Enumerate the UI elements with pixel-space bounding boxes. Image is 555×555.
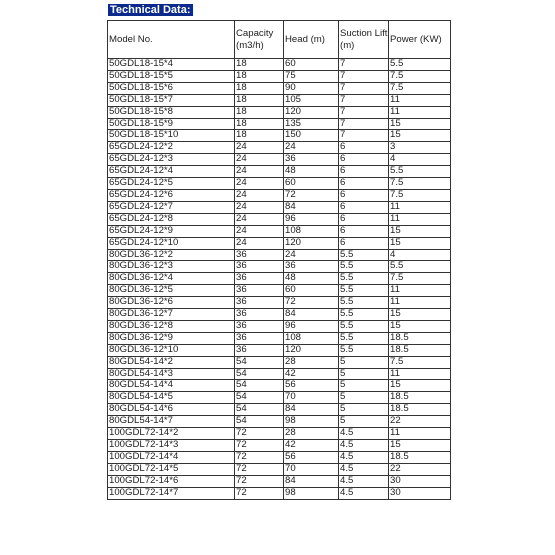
cell-power: 11 [389, 213, 451, 225]
table-row [108, 189, 451, 201]
cell-suction-lift: 5.5 [339, 273, 389, 285]
cell-model-no: 80GDL36-12*9 [108, 332, 235, 344]
table-row [108, 237, 451, 249]
cell-model-no: 50GDL18-15*9 [108, 118, 235, 130]
cell-power: 11 [389, 201, 451, 213]
cell-capacity: 54 [235, 392, 284, 404]
table-row [108, 428, 451, 440]
table-row [108, 392, 451, 404]
cell-power: 7.5 [389, 178, 451, 190]
cell-model-no: 50GDL18-15*5 [108, 70, 235, 82]
table-row [108, 285, 451, 297]
cell-power: 22 [389, 416, 451, 428]
cell-head: 36 [284, 261, 339, 273]
cell-model-no: 100GDL72-14*5 [108, 463, 235, 475]
table-row [108, 368, 451, 380]
table-row [108, 297, 451, 309]
cell-suction-lift: 4.5 [339, 487, 389, 499]
cell-power: 11 [389, 106, 451, 118]
table-row [108, 59, 451, 71]
cell-head: 70 [284, 463, 339, 475]
cell-capacity: 18 [235, 106, 284, 118]
cell-head: 75 [284, 70, 339, 82]
cell-suction-lift: 5.5 [339, 344, 389, 356]
cell-head: 96 [284, 213, 339, 225]
cell-capacity: 18 [235, 94, 284, 106]
cell-suction-lift: 5 [339, 356, 389, 368]
cell-suction-lift: 5 [339, 368, 389, 380]
cell-head: 120 [284, 106, 339, 118]
cell-model-no: 65GDL24-12*4 [108, 166, 235, 178]
cell-model-no: 80GDL54-14*3 [108, 368, 235, 380]
cell-model-no: 65GDL24-12*9 [108, 225, 235, 237]
section-title-wrap [108, 0, 193, 16]
cell-model-no: 80GDL36-12*4 [108, 273, 235, 285]
cell-capacity: 18 [235, 82, 284, 94]
cell-power: 30 [389, 487, 451, 499]
cell-suction-lift: 7 [339, 82, 389, 94]
cell-head: 120 [284, 344, 339, 356]
cell-suction-lift: 5 [339, 380, 389, 392]
cell-suction-lift: 7 [339, 70, 389, 82]
table-row [108, 70, 451, 82]
cell-head: 72 [284, 189, 339, 201]
cell-head: 108 [284, 332, 339, 344]
cell-suction-lift: 7 [339, 118, 389, 130]
cell-suction-lift: 6 [339, 213, 389, 225]
cell-power: 11 [389, 94, 451, 106]
cell-capacity: 18 [235, 70, 284, 82]
table-row [108, 225, 451, 237]
table-row [108, 82, 451, 94]
cell-suction-lift: 4.5 [339, 451, 389, 463]
cell-head: 28 [284, 428, 339, 440]
cell-power: 11 [389, 368, 451, 380]
cell-capacity: 72 [235, 440, 284, 452]
cell-power: 5.5 [389, 166, 451, 178]
cell-power: 7.5 [389, 356, 451, 368]
cell-model-no: 65GDL24-12*3 [108, 154, 235, 166]
cell-head: 105 [284, 94, 339, 106]
cell-power: 15 [389, 237, 451, 249]
table-row [108, 475, 451, 487]
cell-power: 15 [389, 440, 451, 452]
cell-head: 70 [284, 392, 339, 404]
cell-suction-lift: 5 [339, 416, 389, 428]
cell-capacity: 24 [235, 154, 284, 166]
technical-data-table [107, 20, 451, 500]
cell-suction-lift: 4.5 [339, 428, 389, 440]
table-row [108, 201, 451, 213]
cell-capacity: 36 [235, 297, 284, 309]
table-row [108, 440, 451, 452]
cell-head: 24 [284, 249, 339, 261]
cell-capacity: 18 [235, 130, 284, 142]
cell-capacity: 36 [235, 261, 284, 273]
cell-model-no: 80GDL54-14*6 [108, 404, 235, 416]
cell-model-no: 65GDL24-12*8 [108, 213, 235, 225]
cell-power: 18.5 [389, 344, 451, 356]
table-row [108, 332, 451, 344]
table-row [108, 273, 451, 285]
table-row [108, 178, 451, 190]
cell-model-no: 65GDL24-12*10 [108, 237, 235, 249]
cell-capacity: 54 [235, 416, 284, 428]
cell-power: 7.5 [389, 82, 451, 94]
cell-capacity: 36 [235, 320, 284, 332]
header-model-no: Model No. [108, 21, 235, 59]
table-row [108, 463, 451, 475]
cell-suction-lift: 7 [339, 94, 389, 106]
cell-suction-lift: 5.5 [339, 297, 389, 309]
cell-power: 4 [389, 154, 451, 166]
cell-power: 15 [389, 380, 451, 392]
cell-head: 98 [284, 487, 339, 499]
cell-power: 11 [389, 297, 451, 309]
cell-head: 84 [284, 201, 339, 213]
table-row [108, 487, 451, 499]
table-row [108, 309, 451, 321]
cell-head: 150 [284, 130, 339, 142]
cell-model-no: 65GDL24-12*5 [108, 178, 235, 190]
cell-capacity: 24 [235, 225, 284, 237]
cell-power: 11 [389, 428, 451, 440]
cell-power: 5.5 [389, 261, 451, 273]
cell-power: 15 [389, 130, 451, 142]
table-row [108, 261, 451, 273]
table-row [108, 142, 451, 154]
cell-head: 98 [284, 416, 339, 428]
cell-model-no: 50GDL18-15*10 [108, 130, 235, 142]
cell-head: 36 [284, 154, 339, 166]
cell-head: 120 [284, 237, 339, 249]
cell-model-no: 80GDL36-12*6 [108, 297, 235, 309]
cell-head: 48 [284, 273, 339, 285]
cell-model-no: 80GDL36-12*3 [108, 261, 235, 273]
cell-model-no: 80GDL54-14*7 [108, 416, 235, 428]
cell-model-no: 50GDL18-15*6 [108, 82, 235, 94]
cell-model-no: 80GDL36-12*7 [108, 309, 235, 321]
cell-capacity: 24 [235, 178, 284, 190]
table-row [108, 451, 451, 463]
cell-suction-lift: 7 [339, 130, 389, 142]
cell-capacity: 36 [235, 249, 284, 261]
cell-head: 42 [284, 440, 339, 452]
cell-capacity: 54 [235, 356, 284, 368]
cell-power: 15 [389, 320, 451, 332]
cell-suction-lift: 5 [339, 392, 389, 404]
table-row [108, 380, 451, 392]
cell-capacity: 54 [235, 368, 284, 380]
cell-capacity: 24 [235, 237, 284, 249]
cell-power: 3 [389, 142, 451, 154]
section-title: Technical Data: [110, 4, 191, 16]
table-row [108, 416, 451, 428]
cell-capacity: 36 [235, 285, 284, 297]
cell-capacity: 72 [235, 487, 284, 499]
cell-model-no: 80GDL36-12*10 [108, 344, 235, 356]
cell-model-no: 100GDL72-14*3 [108, 440, 235, 452]
cell-power: 15 [389, 225, 451, 237]
cell-model-no: 80GDL36-12*8 [108, 320, 235, 332]
cell-head: 84 [284, 404, 339, 416]
cell-model-no: 65GDL24-12*7 [108, 201, 235, 213]
cell-suction-lift: 6 [339, 178, 389, 190]
cell-power: 15 [389, 118, 451, 130]
cell-suction-lift: 5.5 [339, 320, 389, 332]
cell-head: 72 [284, 297, 339, 309]
table-row [108, 130, 451, 142]
cell-suction-lift: 5.5 [339, 249, 389, 261]
table-row [108, 166, 451, 178]
cell-suction-lift: 4.5 [339, 463, 389, 475]
cell-capacity: 24 [235, 201, 284, 213]
cell-capacity: 54 [235, 404, 284, 416]
cell-suction-lift: 5.5 [339, 332, 389, 344]
cell-power: 7.5 [389, 189, 451, 201]
cell-capacity: 24 [235, 213, 284, 225]
cell-power: 18.5 [389, 404, 451, 416]
cell-capacity: 72 [235, 463, 284, 475]
cell-power: 11 [389, 285, 451, 297]
cell-model-no: 80GDL54-14*4 [108, 380, 235, 392]
cell-suction-lift: 6 [339, 237, 389, 249]
cell-suction-lift: 6 [339, 142, 389, 154]
cell-head: 42 [284, 368, 339, 380]
table-row [108, 249, 451, 261]
cell-suction-lift: 6 [339, 166, 389, 178]
header-power: Power (KW) [389, 21, 451, 59]
cell-suction-lift: 5.5 [339, 285, 389, 297]
cell-head: 84 [284, 475, 339, 487]
cell-capacity: 24 [235, 189, 284, 201]
cell-head: 56 [284, 380, 339, 392]
cell-capacity: 36 [235, 309, 284, 321]
cell-power: 4 [389, 249, 451, 261]
cell-model-no: 50GDL18-15*7 [108, 94, 235, 106]
cell-suction-lift: 5.5 [339, 309, 389, 321]
cell-model-no: 80GDL36-12*5 [108, 285, 235, 297]
cell-head: 56 [284, 451, 339, 463]
cell-power: 7.5 [389, 70, 451, 82]
cell-suction-lift: 6 [339, 189, 389, 201]
cell-head: 135 [284, 118, 339, 130]
table-header-row [108, 21, 451, 59]
cell-model-no: 100GDL72-14*2 [108, 428, 235, 440]
table-row [108, 344, 451, 356]
header-suction-lift: Suction Lift (m) [339, 21, 389, 59]
table-row [108, 154, 451, 166]
cell-capacity: 72 [235, 475, 284, 487]
cell-head: 48 [284, 166, 339, 178]
cell-model-no: 65GDL24-12*2 [108, 142, 235, 154]
cell-head: 108 [284, 225, 339, 237]
table-row [108, 94, 451, 106]
cell-capacity: 54 [235, 380, 284, 392]
cell-head: 60 [284, 59, 339, 71]
cell-power: 22 [389, 463, 451, 475]
cell-suction-lift: 6 [339, 201, 389, 213]
cell-model-no: 80GDL36-12*2 [108, 249, 235, 261]
cell-suction-lift: 5.5 [339, 261, 389, 273]
table-row [108, 213, 451, 225]
cell-suction-lift: 6 [339, 225, 389, 237]
cell-capacity: 36 [235, 273, 284, 285]
cell-head: 28 [284, 356, 339, 368]
cell-head: 90 [284, 82, 339, 94]
cell-model-no: 100GDL72-14*6 [108, 475, 235, 487]
cell-suction-lift: 7 [339, 106, 389, 118]
cell-capacity: 18 [235, 118, 284, 130]
cell-suction-lift: 7 [339, 59, 389, 71]
cell-head: 24 [284, 142, 339, 154]
cell-model-no: 80GDL54-14*2 [108, 356, 235, 368]
cell-suction-lift: 5 [339, 404, 389, 416]
table-row [108, 118, 451, 130]
cell-power: 30 [389, 475, 451, 487]
cell-power: 18.5 [389, 451, 451, 463]
cell-capacity: 72 [235, 451, 284, 463]
cell-power: 18.5 [389, 392, 451, 404]
table-row [108, 404, 451, 416]
cell-head: 84 [284, 309, 339, 321]
cell-head: 60 [284, 285, 339, 297]
cell-power: 18.5 [389, 332, 451, 344]
header-capacity: Capacity (m3/h) [235, 21, 284, 59]
table-row [108, 320, 451, 332]
table-row [108, 106, 451, 118]
cell-suction-lift: 4.5 [339, 440, 389, 452]
cell-suction-lift: 6 [339, 154, 389, 166]
cell-capacity: 36 [235, 332, 284, 344]
cell-model-no: 50GDL18-15*4 [108, 59, 235, 71]
cell-capacity: 36 [235, 344, 284, 356]
cell-power: 5.5 [389, 59, 451, 71]
cell-suction-lift: 4.5 [339, 475, 389, 487]
table-row [108, 356, 451, 368]
cell-model-no: 65GDL24-12*6 [108, 189, 235, 201]
cell-head: 60 [284, 178, 339, 190]
cell-capacity: 24 [235, 142, 284, 154]
cell-model-no: 100GDL72-14*4 [108, 451, 235, 463]
cell-model-no: 50GDL18-15*8 [108, 106, 235, 118]
cell-capacity: 24 [235, 166, 284, 178]
cell-head: 96 [284, 320, 339, 332]
cell-model-no: 80GDL54-14*5 [108, 392, 235, 404]
cell-capacity: 72 [235, 428, 284, 440]
cell-power: 15 [389, 309, 451, 321]
table-body [108, 59, 451, 500]
cell-capacity: 18 [235, 59, 284, 71]
header-head: Head (m) [284, 21, 339, 59]
cell-power: 7.5 [389, 273, 451, 285]
cell-model-no: 100GDL72-14*7 [108, 487, 235, 499]
